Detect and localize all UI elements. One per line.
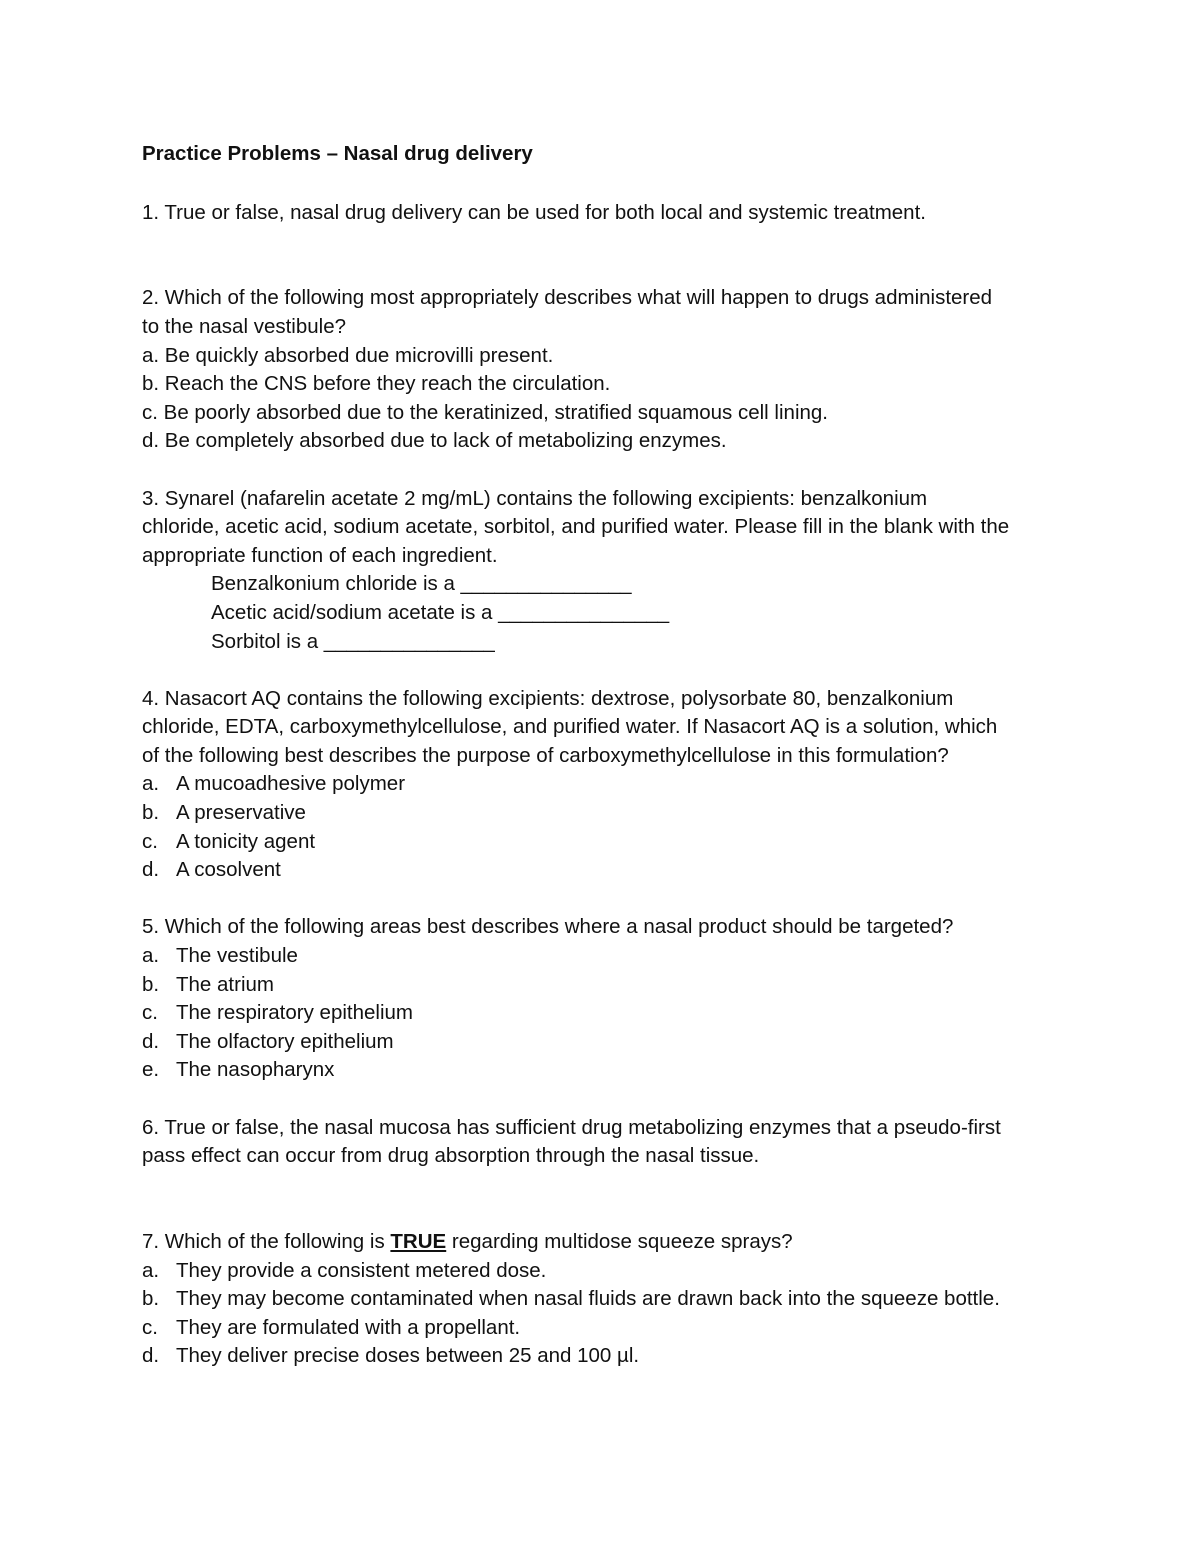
- spacer: [142, 885, 1072, 914]
- option-label: b.: [142, 972, 160, 996]
- question-3-text-cont: chloride, acetic acid, sodium acetate, sorbitol, and purified water. Please fill in the blank with the: [142, 515, 1010, 539]
- option-text: The atrium: [176, 972, 274, 996]
- option-label: c.: [142, 1315, 158, 1339]
- option-text: A tonicity agent: [176, 829, 316, 853]
- question-7-option-a: [142, 1257, 1072, 1286]
- question-7-option-c: [142, 1314, 1072, 1343]
- question-7-suffix: regarding multidose squeeze sprays?: [446, 1229, 793, 1253]
- question-2-option-b: b. Reach the CNS before they reach the circulation.: [142, 372, 611, 396]
- option-text: A cosolvent: [176, 858, 281, 882]
- option-label: a.: [142, 944, 160, 968]
- question-5-option-e: [142, 1056, 1072, 1085]
- option-text: The vestibule: [176, 944, 298, 968]
- question-2-text: 2. Which of the following most appropriately describes what will happen to drugs administered: [142, 286, 993, 310]
- question-3-blank-sorbitol: Sorbitol is a _______________: [211, 629, 495, 653]
- question-4-option-a: [142, 770, 1072, 799]
- question-4-option-b: [142, 799, 1072, 828]
- question-2-option-a: a. Be quickly absorbed due microvilli present.: [142, 343, 554, 367]
- option-label: b.: [142, 801, 160, 825]
- option-text: They may become contaminated when nasal fluids are drawn back into the squeeze bottle.: [176, 1287, 1000, 1311]
- option-label: a.: [142, 772, 160, 796]
- option-label: b.: [142, 1287, 160, 1311]
- option-text: The nasopharynx: [176, 1058, 335, 1082]
- question-4-text-cont: of the following best describes the purpose of carboxymethylcellulose in this formulation?: [142, 743, 949, 767]
- option-label: c.: [142, 1001, 158, 1025]
- option-label: c.: [142, 829, 158, 853]
- option-label: a.: [142, 1258, 160, 1282]
- option-text: The respiratory epithelium: [176, 1001, 413, 1025]
- question-6-text-cont: pass effect can occur from drug absorption through the nasal tissue.: [142, 1144, 760, 1168]
- question-3-text-cont: appropriate function of each ingredient.: [142, 543, 498, 567]
- spacer: [142, 456, 1072, 485]
- spacer: [142, 656, 1072, 685]
- question-6-text: 6. True or false, the nasal mucosa has sufficient drug metabolizing enzymes that a pseudo-first: [142, 1115, 1001, 1139]
- question-1-text: 1. True or false, nasal drug delivery can be used for both local and systemic treatment.: [142, 200, 926, 224]
- question-5-option-b: [142, 971, 1072, 1000]
- document-page: [142, 138, 1072, 1371]
- question-5-option-c: [142, 999, 1072, 1028]
- question-5-option-d: [142, 1028, 1072, 1057]
- option-text: A mucoadhesive polymer: [176, 772, 406, 796]
- question-3-blank-acetic-acid: Acetic acid/sodium acetate is a _______________: [211, 600, 670, 624]
- option-label: d.: [142, 1029, 160, 1053]
- option-text: They deliver precise doses between 25 and 100 µl.: [176, 1344, 640, 1368]
- option-text: The olfactory epithelium: [176, 1029, 394, 1053]
- option-label: d.: [142, 858, 160, 882]
- question-7-emphasis: TRUE: [390, 1229, 447, 1253]
- question-7-option-d: [142, 1342, 1072, 1371]
- question-3-text: 3. Synarel (nafarelin acetate 2 mg/mL) contains the following excipients: benzalkonium: [142, 486, 928, 510]
- page-title: Practice Problems – Nasal drug delivery: [142, 142, 533, 165]
- question-4-option-c: [142, 828, 1072, 857]
- option-text: A preservative: [176, 801, 306, 825]
- option-label: d.: [142, 1344, 160, 1368]
- question-5-text: 5. Which of the following areas best describes where a nasal product should be targeted?: [142, 915, 954, 939]
- question-3-blank-benzalkonium: Benzalkonium chloride is a _______________: [211, 572, 632, 596]
- option-label: e.: [142, 1058, 160, 1082]
- question-4-text-cont: chloride, EDTA, carboxymethylcellulose, and purified water. If Nasacort AQ is a solution, which: [142, 715, 998, 739]
- question-5-option-a: [142, 942, 1072, 971]
- question-2-option-d: d. Be completely absorbed due to lack of metabolizing enzymes.: [142, 429, 727, 453]
- question-2-text-cont: to the nasal vestibule?: [142, 314, 346, 338]
- question-2-option-c: c. Be poorly absorbed due to the keratinized, stratified squamous cell lining.: [142, 400, 828, 424]
- option-text: They provide a consistent metered dose.: [176, 1258, 547, 1282]
- question-7-text: [142, 1228, 1072, 1257]
- option-text: They are formulated with a propellant.: [176, 1315, 521, 1339]
- spacer: [142, 1171, 1072, 1228]
- question-4-text: 4. Nasacort AQ contains the following excipients: dextrose, polysorbate 80, benzalkonium: [142, 686, 954, 710]
- question-4-option-d: [142, 856, 1072, 885]
- spacer: [142, 1085, 1072, 1114]
- question-7-option-b: [142, 1285, 1072, 1314]
- spacer: [142, 227, 1072, 284]
- question-7-prefix: 7. Which of the following is: [142, 1229, 391, 1253]
- spacer: [142, 170, 1072, 199]
